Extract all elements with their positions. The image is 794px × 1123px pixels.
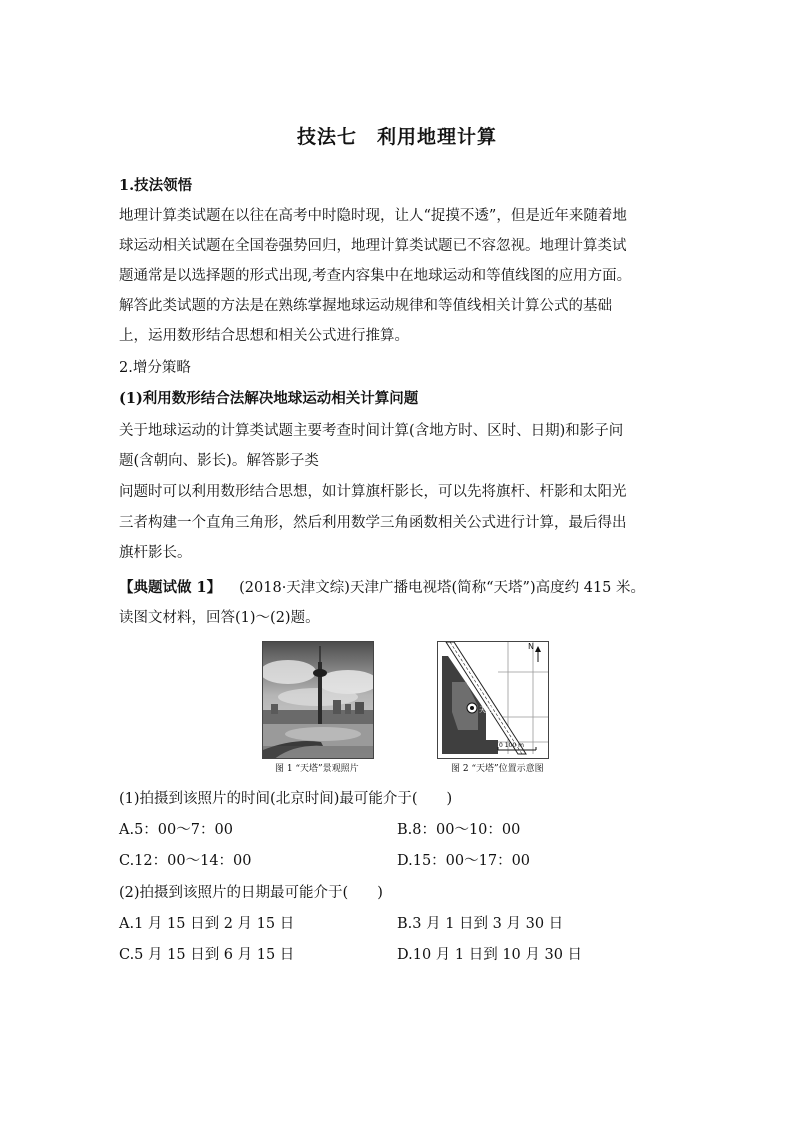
section2-para-line: 旗杆影长。 (119, 545, 192, 561)
q2-option-a[interactable]: A.1 月 15 日到 2 月 15 日 (119, 916, 295, 932)
section2-subheading: (1)利用数形结合法解决地球运动相关计算问题 (119, 390, 419, 407)
section1-heading: 1.技法领悟 (119, 177, 193, 194)
q2-stem: (2)拍摄到该照片的日期最可能介于( ) (119, 885, 383, 901)
q2-option-c[interactable]: C.5 月 15 日到 6 月 15 日 (119, 947, 295, 963)
section1-para-line: 题通常是以选择题的形式出现,考查内容集中在地球运动和等值线图的应用方面。 (119, 268, 632, 284)
scale-label: 0 100 m (499, 742, 524, 749)
q1-option-b[interactable]: B.8：00～10：00 (397, 822, 521, 838)
location-map (437, 641, 549, 759)
q1-option-d[interactable]: D.15：00～17：00 (397, 853, 531, 869)
fig2-caption: 图 2 “天塔”位置示意图 (451, 764, 544, 774)
section2-heading: 2.增分策略 (119, 360, 191, 376)
section1-para-line: 解答此类试题的方法是在熟练掌握地球运动规律和等值线相关计算公式的基础 (119, 298, 612, 314)
example-label: 【典题试做 1】 (119, 579, 222, 596)
tower-map-label: 天塔 (479, 706, 493, 714)
location-map-illustration (438, 642, 549, 759)
section1-para-line: 上，运用数形结合思想和相关公式进行推算。 (119, 328, 409, 344)
q2-option-b[interactable]: B.3 月 1 日到 3 月 30 日 (397, 916, 564, 932)
example-instruction: 读图文材料，回答(1)～(2)题。 (119, 610, 320, 626)
example-source: (2018·天津文综)天津广播电视塔(简称“天塔”)高度约 415 米。 (239, 580, 645, 596)
q1-stem: (1)拍摄到该照片的时间(北京时间)最可能介于( ) (119, 791, 453, 807)
q2-option-d[interactable]: D.10 月 1 日到 10 月 30 日 (397, 947, 583, 963)
section2-para-line: 三者构建一个直角三角形，然后利用数学三角函数相关公式进行计算，最后得出 (119, 515, 627, 531)
q1-option-a[interactable]: A.5：00～7：00 (119, 822, 233, 838)
q1-option-c[interactable]: C.12：00～14：00 (119, 853, 252, 869)
north-arrow-label: N (528, 642, 534, 651)
section2-para-line: 题(含朝向、影长)。解答影子类 (119, 453, 319, 469)
section1-para-line: 地理计算类试题在以往在高考中时隐时现，让人“捉摸不透”，但是近年来随着地 (119, 208, 627, 224)
fig1-caption: 图 1 “天塔”景观照片 (275, 764, 359, 774)
section2-para-line: 关于地球运动的计算类试题主要考查时间计算(含地方时、区时、日期)和影子问 (119, 423, 624, 439)
page-title: 技法七 利用地理计算 (296, 126, 497, 148)
section1-para-line: 球运动相关试题在全国卷强势回归，地理计算类试题已不容忽视。地理计算类试 (119, 238, 627, 254)
example-intro (119, 578, 645, 598)
tower-photo-illustration (263, 642, 374, 759)
section2-para-line: 问题时可以利用数形结合思想，如计算旗杆影长，可以先将旗杆、杆影和太阳光 (119, 484, 627, 500)
tower-photo (262, 641, 374, 759)
